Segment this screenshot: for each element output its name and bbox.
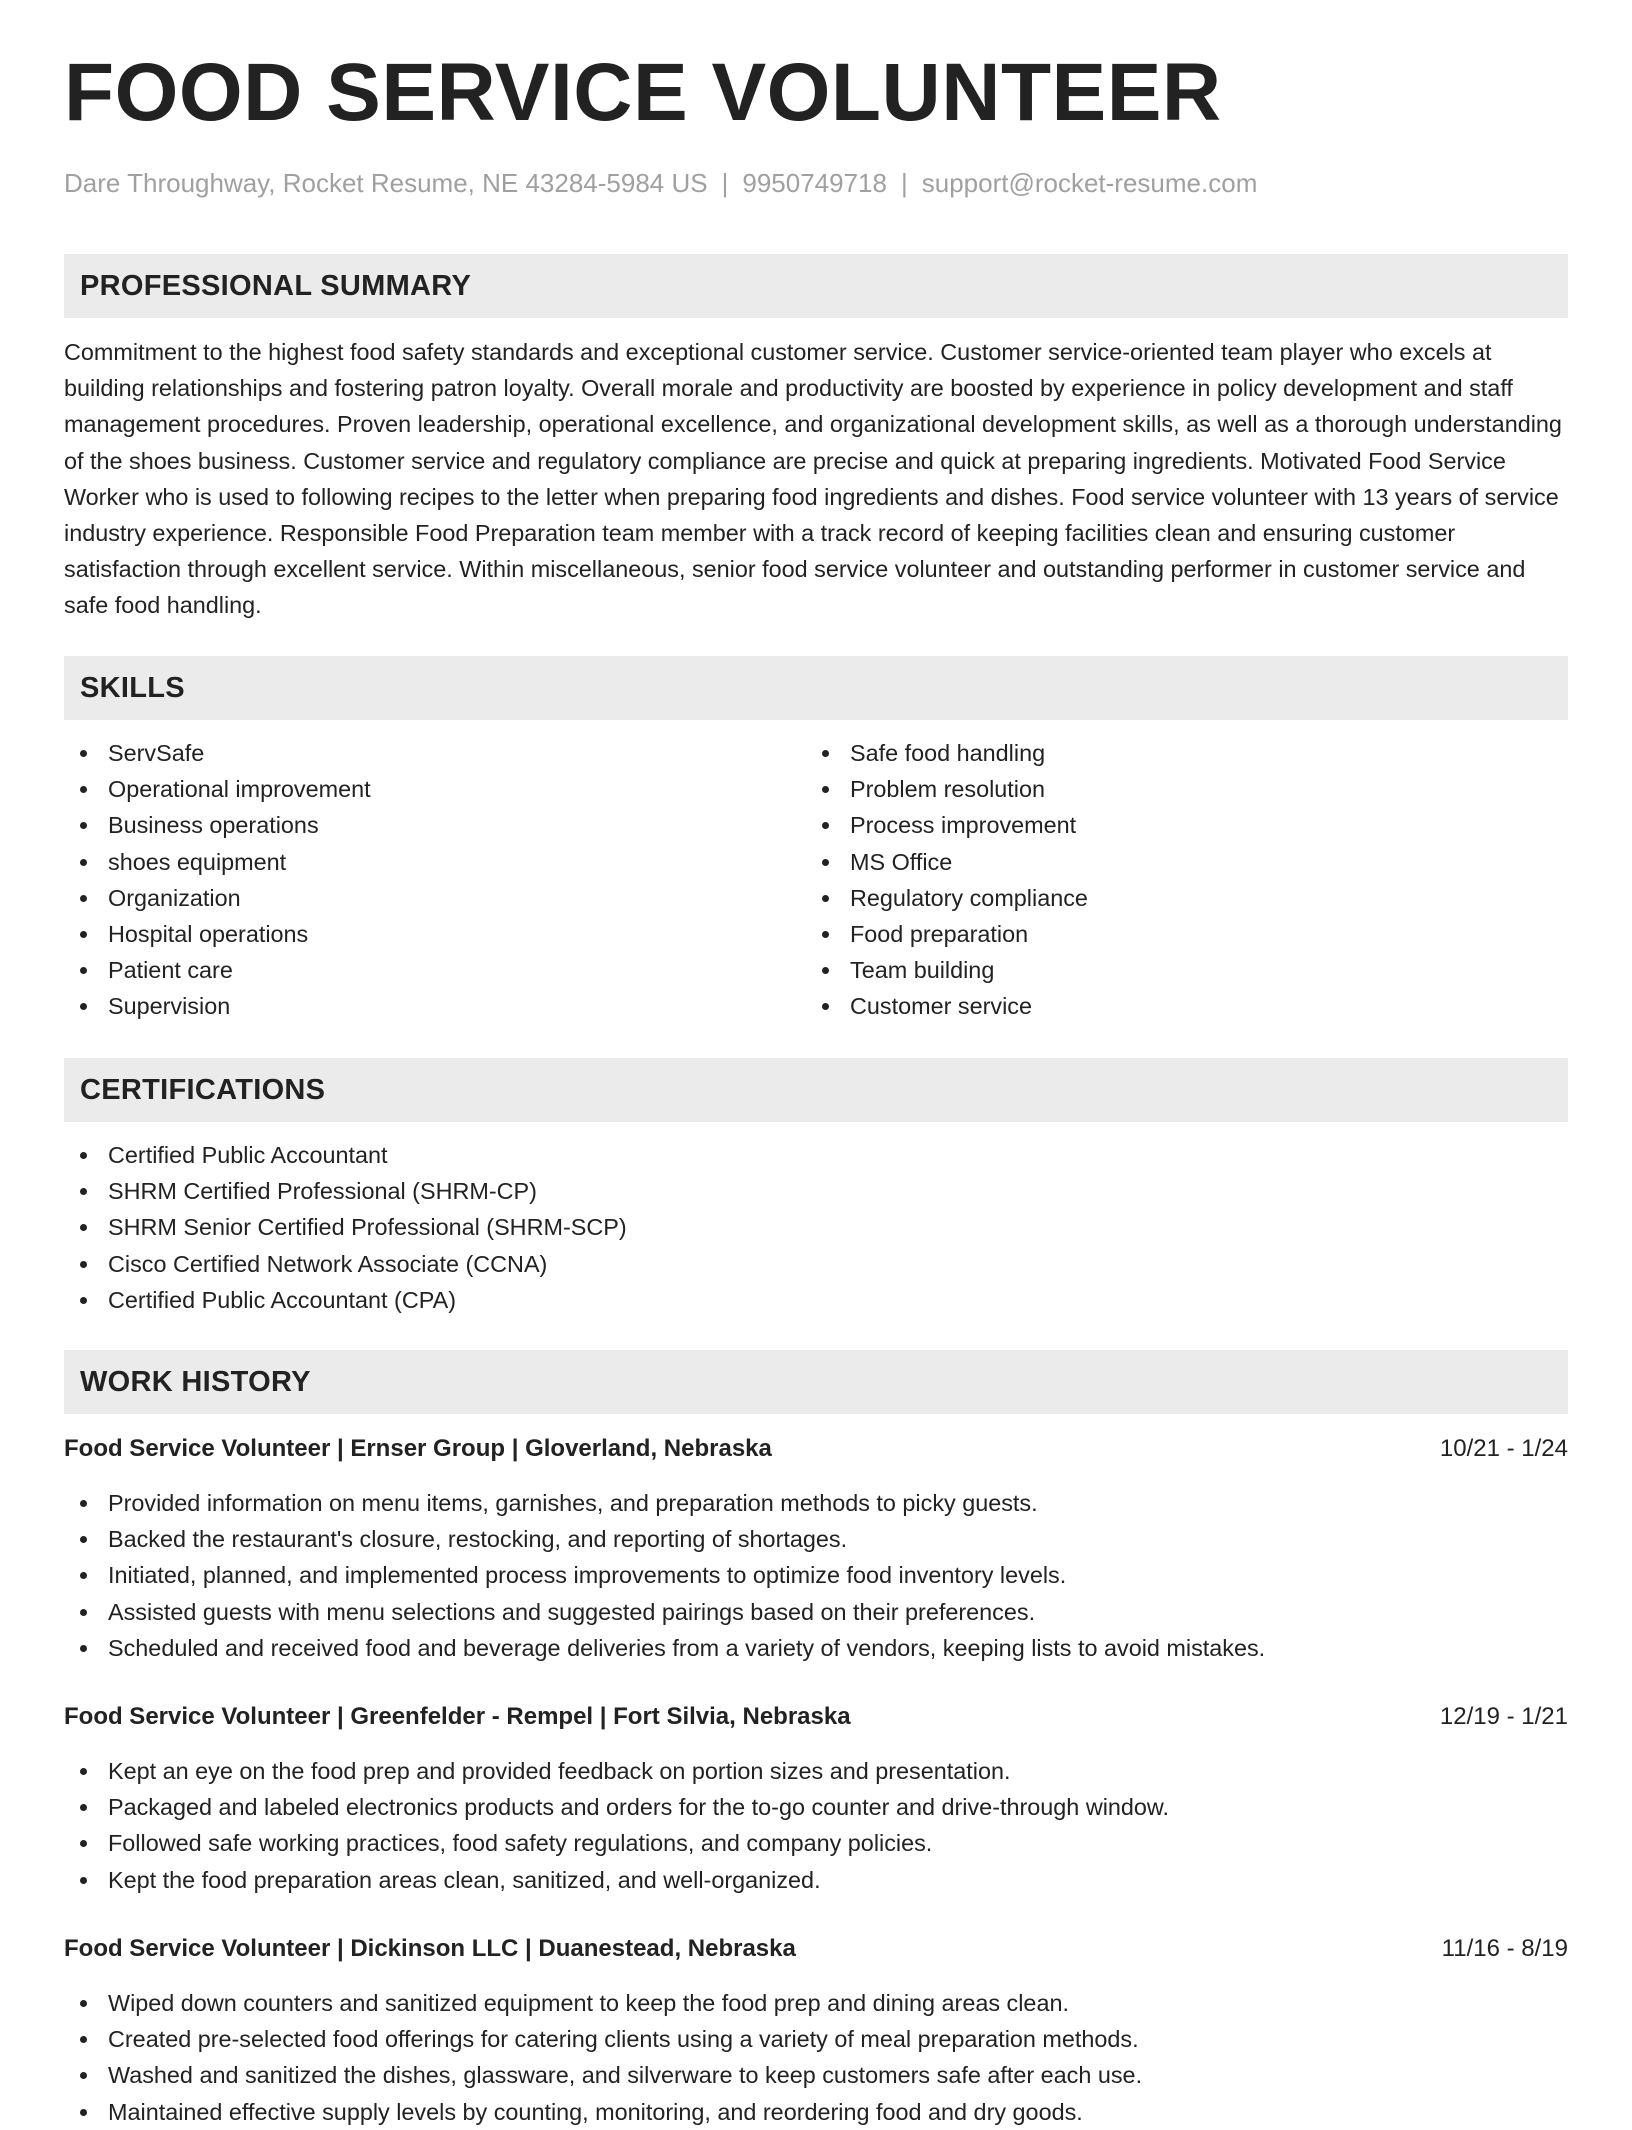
contact-separator: | [900,168,908,198]
contact-phone: 9950749718 [742,168,887,198]
job-duty: Packaged and labeled electronics products and orders for the to-go counter and drive-through window. [64,1789,1169,1825]
skill-item: Organization [64,880,371,916]
skill-item: Supervision [64,988,371,1024]
skill-item: Regulatory compliance [806,880,1088,916]
contact-separator: | [721,168,729,198]
job-header [64,1933,1568,1965]
job-duties-list [64,1485,1265,1666]
job-duties-list [64,1985,1142,2130]
job-dates: 10/21 - 1/24 [1439,1435,1568,1462]
job-duty: Initiated, planned, and implemented process improvements to optimize food inventory levels. [64,1557,1265,1593]
certification-item: SHRM Certified Professional (SHRM-CP) [64,1173,627,1209]
certification-item: Cisco Certified Network Associate (CCNA) [64,1246,627,1282]
summary-heading: PROFESSIONAL SUMMARY [80,269,472,302]
contact-email: support@rocket-resume.com [921,168,1258,198]
skill-item: Business operations [64,807,371,843]
skill-item: Process improvement [806,807,1088,843]
skill-item: Team building [806,952,1088,988]
contact-line [64,168,1257,199]
certifications-heading: CERTIFICATIONS [80,1073,326,1106]
skill-item: Problem resolution [806,771,1088,807]
skill-item: Patient care [64,952,371,988]
job-duty: Maintained effective supply levels by counting, monitoring, and reordering food and dry goods. [64,2094,1142,2130]
job-duty: Washed and sanitized the dishes, glassware, and silverware to keep customers safe after each use. [64,2057,1142,2093]
job-duty: Kept the food preparation areas clean, sanitized, and well-organized. [64,1862,1169,1898]
skills-list-right [806,735,1088,1025]
skills-list-left [64,735,371,1025]
job-title: Food Service Volunteer | Greenfelder - Rempel | Fort Silvia, Nebraska [64,1703,851,1730]
job-duty: Followed safe working practices, food safety regulations, and company policies. [64,1825,1169,1861]
skill-item: Food preparation [806,916,1088,952]
job-duty: Scheduled and received food and beverage deliveries from a variety of vendors, keeping lists to avoid mistakes. [64,1630,1265,1666]
job-duties-list [64,1753,1169,1898]
job-duty: Kept an eye on the food prep and provided feedback on portion sizes and presentation. [64,1753,1169,1789]
job-dates: 11/16 - 8/19 [1441,1935,1568,1962]
job-dates: 12/19 - 1/21 [1439,1703,1568,1730]
skill-item: Safe food handling [806,735,1088,771]
resume-title: FOOD SERVICE VOLUNTEER [64,47,1222,138]
skill-item: Operational improvement [64,771,371,807]
summary-text: Commitment to the highest food safety standards and exceptional customer service. Customer service-oriented team player who excels at building relationships and fostering patron loyalty. Overall morale and productivity are boosted by experience in policy development and staff management procedures. Proven leadership, operational excellence, and organizational development skills, as well as a thorough understanding of the shoes business. Customer service and regulatory compliance are precise and quick at preparing ingredients. Motivated Food Service Worker who is used to following recipes to the letter when preparing food ingredients and dishes. Food service volunteer with 13 years of service industry experience. Responsible Food Preparation team member with a track record of keeping facilities clean and ensuring customer satisfaction through excellent service. Within miscellaneous, senior food service volunteer and outstanding performer in customer service and safe food handling. [64,339,1562,619]
skill-item: Hospital operations [64,916,371,952]
job-duty: Backed the restaurant's closure, restocking, and reporting of shortages. [64,1521,1265,1557]
job-header [64,1701,1568,1733]
certifications-section-header [64,1058,1568,1122]
skill-item: shoes equipment [64,844,371,880]
skills-heading: SKILLS [80,671,185,704]
job-title: Food Service Volunteer | Ernser Group | Gloverland, Nebraska [64,1435,772,1462]
job-header [64,1433,1568,1465]
skill-item: ServSafe [64,735,371,771]
certifications-list [64,1137,627,1318]
skills-section-header [64,656,1568,720]
job-title: Food Service Volunteer | Dickinson LLC | Duanestead, Nebraska [64,1935,796,1962]
job-duty: Provided information on menu items, garnishes, and preparation methods to picky guests. [64,1485,1265,1521]
job-duty: Created pre-selected food offerings for catering clients using a variety of meal preparation methods. [64,2021,1142,2057]
summary-section-header [64,254,1568,318]
certification-item: Certified Public Accountant [64,1137,627,1173]
work-history-heading: WORK HISTORY [80,1365,311,1398]
certification-item: Certified Public Accountant (CPA) [64,1282,627,1318]
job-duty: Assisted guests with menu selections and suggested pairings based on their preferences. [64,1594,1265,1630]
contact-address: Dare Throughway, Rocket Resume, NE 43284-5984 US [64,168,708,198]
work-history-section-header [64,1350,1568,1414]
job-duty: Wiped down counters and sanitized equipment to keep the food prep and dining areas clean. [64,1985,1142,2021]
certification-item: SHRM Senior Certified Professional (SHRM-SCP) [64,1209,627,1245]
skill-item: MS Office [806,844,1088,880]
skill-item: Customer service [806,988,1088,1024]
